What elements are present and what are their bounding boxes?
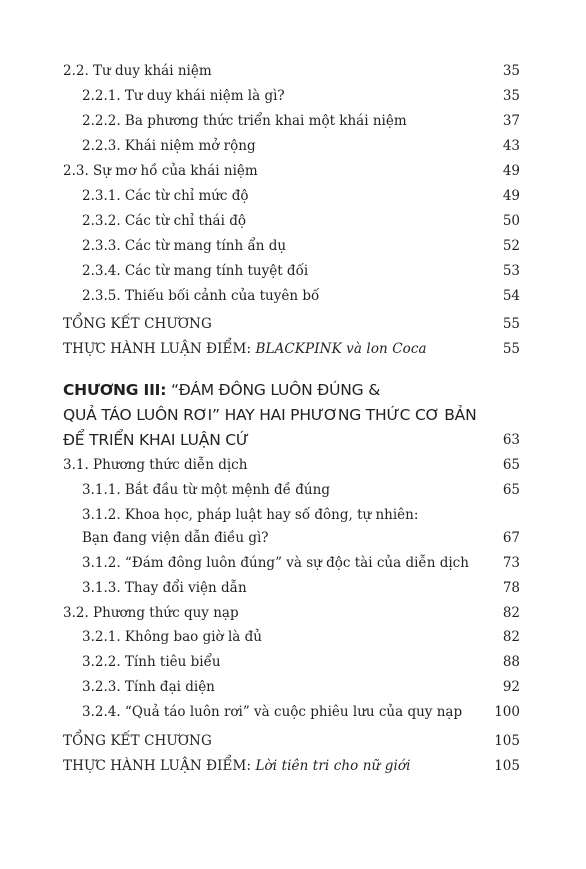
toc-entry-3-1-2b[interactable] [63,552,520,574]
chapter-3-heading-line-1[interactable] [63,378,520,402]
toc-entry-page: 55 [502,316,520,332]
toc-entry-page: 54 [502,288,520,304]
chapter-3-prefix: CHƯƠNG III: [63,381,167,399]
toc-entry-2-3-1[interactable] [63,185,520,207]
toc-entry-3-1-2-continued[interactable] [63,527,520,549]
toc-entry-2-2-3[interactable] [63,135,520,157]
toc-entry-page: 92 [502,679,520,695]
toc-entry-page: 105 [494,758,520,774]
toc-entry-page: 65 [502,457,520,473]
chapter-3-title-line-3: ĐỂ TRIỂN KHAI LUẬN CỨ [63,431,250,449]
toc-entry-label: 3.2. Phương thức quy nạp [63,605,239,621]
toc-entry-page: 35 [502,88,520,104]
toc-entry-chapter-summary[interactable] [63,313,520,335]
toc-entry-label [63,338,427,360]
toc-entry-2-3-5[interactable] [63,285,520,307]
toc-entry-label: 2.2.3. Khái niệm mở rộng [82,138,256,154]
toc-entry-page: 65 [502,482,520,498]
toc-entry-label: 3.1.2. “Đám đông luôn đúng” và sự độc tài của diễn dịch [82,555,469,571]
toc-entry-3-2-3[interactable] [63,676,520,698]
toc-entry-label: 2.2.2. Ba phương thức triển khai một khái niệm [82,113,407,129]
toc-entry-page: 82 [502,629,520,645]
toc-entry-page: 50 [502,213,520,229]
toc-entry-label: 3.1.2. Khoa học, pháp luật hay số đông, tự nhiên: [82,507,419,523]
toc-entry-page: 53 [502,263,520,279]
toc-entry-label: 2.3.4. Các từ mang tính tuyệt đối [82,263,309,279]
toc-entry-2-3-3[interactable] [63,235,520,257]
toc-entry-label: 3.1. Phương thức diễn dịch [63,457,248,473]
toc-entry-label-italic: Lời tiên tri cho nữ giới [255,758,411,774]
toc-entry-page: 105 [494,733,520,749]
toc-entry-2-2[interactable] [63,60,520,82]
toc-entry-label: 2.3.3. Các từ mang tính ẩn dụ [82,238,287,254]
toc-entry-page: 55 [502,341,520,357]
toc-entry-3-1-2[interactable] [63,504,520,526]
toc-entry-practice[interactable] [63,338,520,360]
toc-entry-3-2[interactable] [63,602,520,624]
toc-entry-page: 49 [502,188,520,204]
toc-entry-page: 37 [502,113,520,129]
toc-entry-label: TỔNG KẾT CHƯƠNG [63,316,212,332]
toc-entry-label-italic: BLACKPINK và lon Coca [255,341,427,357]
toc-entry-label: 2.3. Sự mơ hồ của khái niệm [63,163,258,179]
chapter-3-heading-line-3[interactable] [63,428,520,452]
toc-entry-page: 73 [502,555,520,571]
toc-entry-label-upright: THỰC HÀNH LUẬN ĐIỂM: [63,341,256,357]
toc-entry-page: 43 [502,138,520,154]
toc-entry-3-2-4[interactable] [63,701,520,723]
toc-entry-3-1-1[interactable] [63,479,520,501]
toc-entry-label-upright: THỰC HÀNH LUẬN ĐIỂM: [63,758,256,774]
toc-entry-2-2-1[interactable] [63,85,520,107]
toc-entry-label: 3.1.1. Bắt đầu từ một mệnh đề đúng [82,482,330,498]
toc-entry-label: 3.2.2. Tính tiêu biểu [82,654,221,670]
toc-entry-page: 88 [502,654,520,670]
toc-entry-page: 100 [494,704,520,720]
toc-entry-practice[interactable] [63,755,520,777]
toc-entry-label: 3.2.1. Không bao giờ là đủ [82,629,262,645]
toc-entry-label-continued: Bạn đang viện dẫn điều gì? [82,530,269,546]
toc-entry-3-1[interactable] [63,454,520,476]
toc-entry-label: 3.2.3. Tính đại diện [82,679,215,695]
toc-entry-2-3[interactable] [63,160,520,182]
toc-entry-2-2-2[interactable] [63,110,520,132]
toc-entry-page: 49 [502,163,520,179]
toc-entry-chapter-summary[interactable] [63,730,520,752]
toc-entry-label: 3.1.3. Thay đổi viện dẫn [82,580,247,596]
toc-entry-page: 35 [502,63,520,79]
chapter-3-title-line-1: “ĐÁM ĐÔNG LUÔN ĐÚNG & [166,381,381,399]
toc-entry-3-2-1[interactable] [63,626,520,648]
toc-entry-page: 63 [502,432,520,448]
toc-entry-page: 67 [502,530,520,546]
toc-entry-label [63,755,411,777]
toc-entry-label: 2.2. Tư duy khái niệm [63,63,212,79]
toc-entry-2-3-2[interactable] [63,210,520,232]
chapter-3-title-line-2: QUẢ TÁO LUÔN RƠI” HAY HAI PHƯƠNG THỨC CƠ BẢN [63,406,477,424]
toc-entry-3-1-3[interactable] [63,577,520,599]
toc-entry-label: 2.3.1. Các từ chỉ mức độ [82,188,249,204]
toc-entry-2-3-4[interactable] [63,260,520,282]
toc-entry-label: TỔNG KẾT CHƯƠNG [63,733,212,749]
toc-entry-label: 2.2.1. Tư duy khái niệm là gì? [82,88,285,104]
toc-entry-label: 2.3.5. Thiếu bối cảnh của tuyên bố [82,288,320,304]
toc-entry-label: 3.2.4. “Quả táo luôn rơi” và cuộc phiêu lưu của quy nạp [82,704,463,720]
toc-entry-page: 52 [502,238,520,254]
toc-entry-page: 82 [502,605,520,621]
toc-entry-3-2-2[interactable] [63,651,520,673]
chapter-3-heading-line-2[interactable] [63,403,520,427]
toc-entry-page: 78 [502,580,520,596]
toc-entry-label: 2.3.2. Các từ chỉ thái độ [82,213,246,229]
